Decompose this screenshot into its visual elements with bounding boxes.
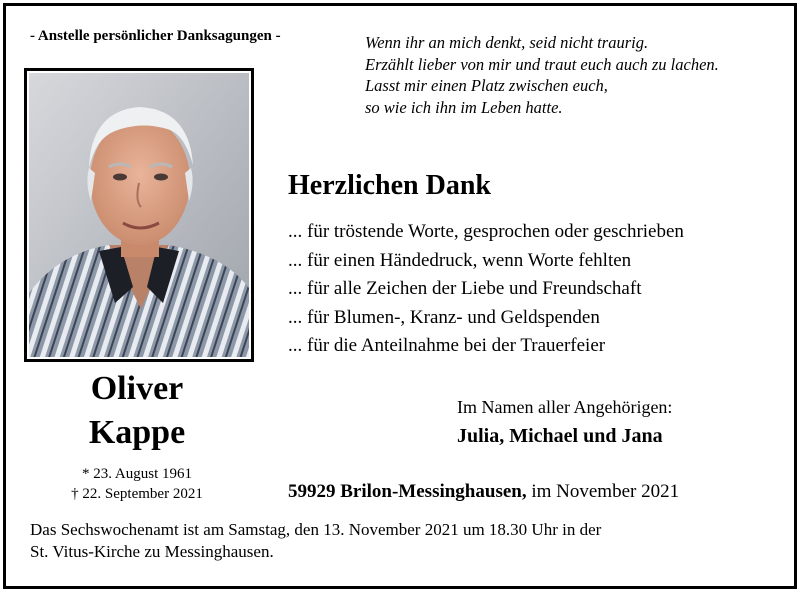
- poem-line: Wenn ihr an mich denkt, seid nicht traurig.: [365, 33, 649, 52]
- deceased-first-name: Oliver: [90, 370, 184, 407]
- mass-notice-line: Das Sechswochenamt ist am Samstag, den 13. November 2021 um 18.30 Uhr in der: [30, 520, 602, 539]
- deceased-last-name: Kappe: [88, 414, 186, 451]
- mass-notice: [30, 519, 601, 563]
- family-names: Julia, Michael und Jana: [457, 425, 663, 447]
- poem-line: Erzählt lieber von mir und traut euch auch zu lachen.: [365, 54, 719, 74]
- death-date: † 22. September 2021: [71, 486, 203, 502]
- thanks-list: [288, 218, 684, 361]
- portrait-image: [29, 73, 249, 357]
- intro-line: - Anstelle persönlicher Danksagungen -: [30, 28, 281, 44]
- thanks-line: ... für tröstende Worte, gesprochen oder geschrieben: [288, 221, 684, 242]
- poem: [365, 32, 719, 118]
- portrait-photo: [24, 68, 254, 362]
- thanks-heading: Herzlichen Dank: [288, 170, 491, 201]
- thanks-line: ... für die Anteilnahme bei der Trauerfeier: [288, 335, 606, 357]
- place-and-date: [288, 481, 679, 503]
- thanks-line: ... für einen Händedruck, wenn Worte fehlten: [288, 249, 632, 271]
- poem-line: so wie ich ihn im Leben hatte.: [365, 97, 563, 117]
- thanks-line: ... für alle Zeichen der Liebe und Freundschaft: [288, 278, 642, 300]
- mass-notice-line: St. Vitus-Kirche zu Messinghausen.: [30, 542, 274, 561]
- poem-line: Lasst mir einen Platz zwischen euch,: [365, 76, 608, 95]
- thanks-line: ... für Blumen-, Kranz- und Geldspenden: [288, 306, 600, 328]
- behalf-line: Im Namen aller Angehörigen:: [457, 397, 673, 417]
- notice-date: im November 2021: [526, 481, 680, 502]
- birth-date: * 23. August 1961: [81, 466, 192, 482]
- place: 59929 Brilon-Messinghausen,: [288, 481, 527, 502]
